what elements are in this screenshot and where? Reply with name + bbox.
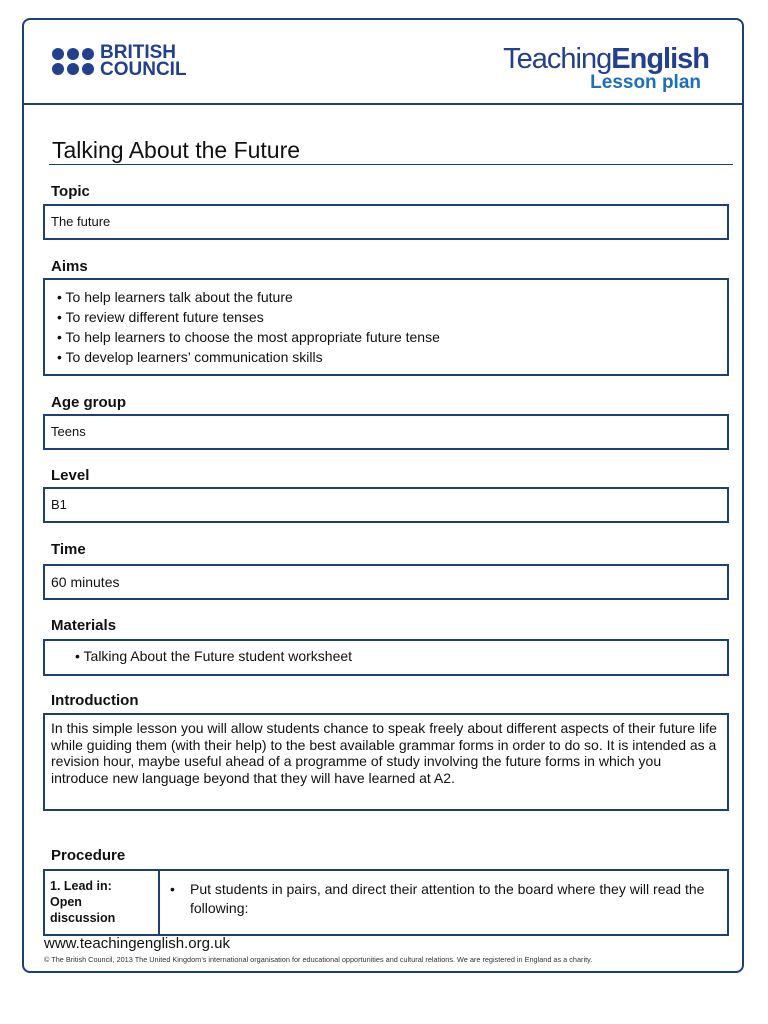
level-label: Level [51, 467, 90, 484]
procedure-label: Procedure [51, 847, 126, 864]
procedure-text: Put students in pairs, and direct their attention to the board where they will read the following: [190, 881, 705, 916]
procedure-stage-line: discussion [50, 911, 116, 925]
lesson-plan-label: Lesson plan [590, 72, 701, 93]
brand-line-2: COUNCIL [100, 59, 187, 80]
level-box [43, 487, 729, 523]
materials-box [43, 639, 729, 676]
british-council-dots-icon [52, 48, 94, 75]
topic-box [43, 204, 729, 240]
time-label: Time [51, 541, 86, 558]
header-divider [24, 103, 742, 105]
materials-item: • Talking About the Future student worksheet [75, 648, 353, 664]
aims-item: • To develop learners’ communication skills [57, 349, 323, 365]
footer-copyright: © The British Council, 2013 The United Kingdom’s international organisation for educational opportunities and cultural relations. We are registered in England as a charity. [44, 955, 593, 964]
introduction-text: In this simple lesson you will allow students chance to speak freely about different aspects of their future life while guiding them (with their help) to the best available grammar forms in order to do so. It is intended as a revision hour, maybe useful ahead of a programme of study involving the future forms in which you introduce new language beyond that they will have learned at A2. [51, 720, 717, 786]
age-group-value: Teens [51, 424, 86, 439]
age-group-label: Age group [51, 394, 126, 411]
aims-item: • To help learners to choose the most appropriate future tense [57, 329, 440, 345]
procedure-bullet: • [170, 881, 175, 897]
procedure-stage-cell [45, 871, 160, 934]
introduction-box [43, 713, 729, 811]
aims-item: • To review different future tenses [57, 309, 264, 325]
page-frame [22, 18, 744, 973]
introduction-label: Introduction [51, 692, 139, 709]
time-box [43, 564, 729, 600]
aims-item: • To help learners talk about the future [57, 289, 293, 305]
procedure-stage-line: 1. Lead in: [50, 879, 112, 893]
title-divider [49, 164, 733, 165]
british-council-logo [52, 44, 187, 78]
procedure-content-cell [160, 871, 727, 934]
teaching-english-logo [503, 44, 709, 94]
topic-value: The future [51, 214, 111, 229]
te-bold: English [611, 43, 709, 75]
time-value: 60 minutes [51, 574, 120, 590]
aims-label: Aims [51, 258, 88, 275]
procedure-stage-line: Open [50, 895, 82, 909]
te-regular: Teaching [503, 43, 612, 75]
materials-label: Materials [51, 617, 117, 634]
procedure-table [43, 869, 729, 936]
footer-url: www.teachingenglish.org.uk [44, 935, 230, 952]
level-value: B1 [51, 497, 67, 512]
age-group-box [43, 414, 729, 450]
topic-label: Topic [51, 183, 90, 200]
aims-box [43, 278, 729, 376]
page-title: Talking About the Future [52, 137, 301, 163]
brand-line-1: BRITISH [100, 42, 176, 63]
